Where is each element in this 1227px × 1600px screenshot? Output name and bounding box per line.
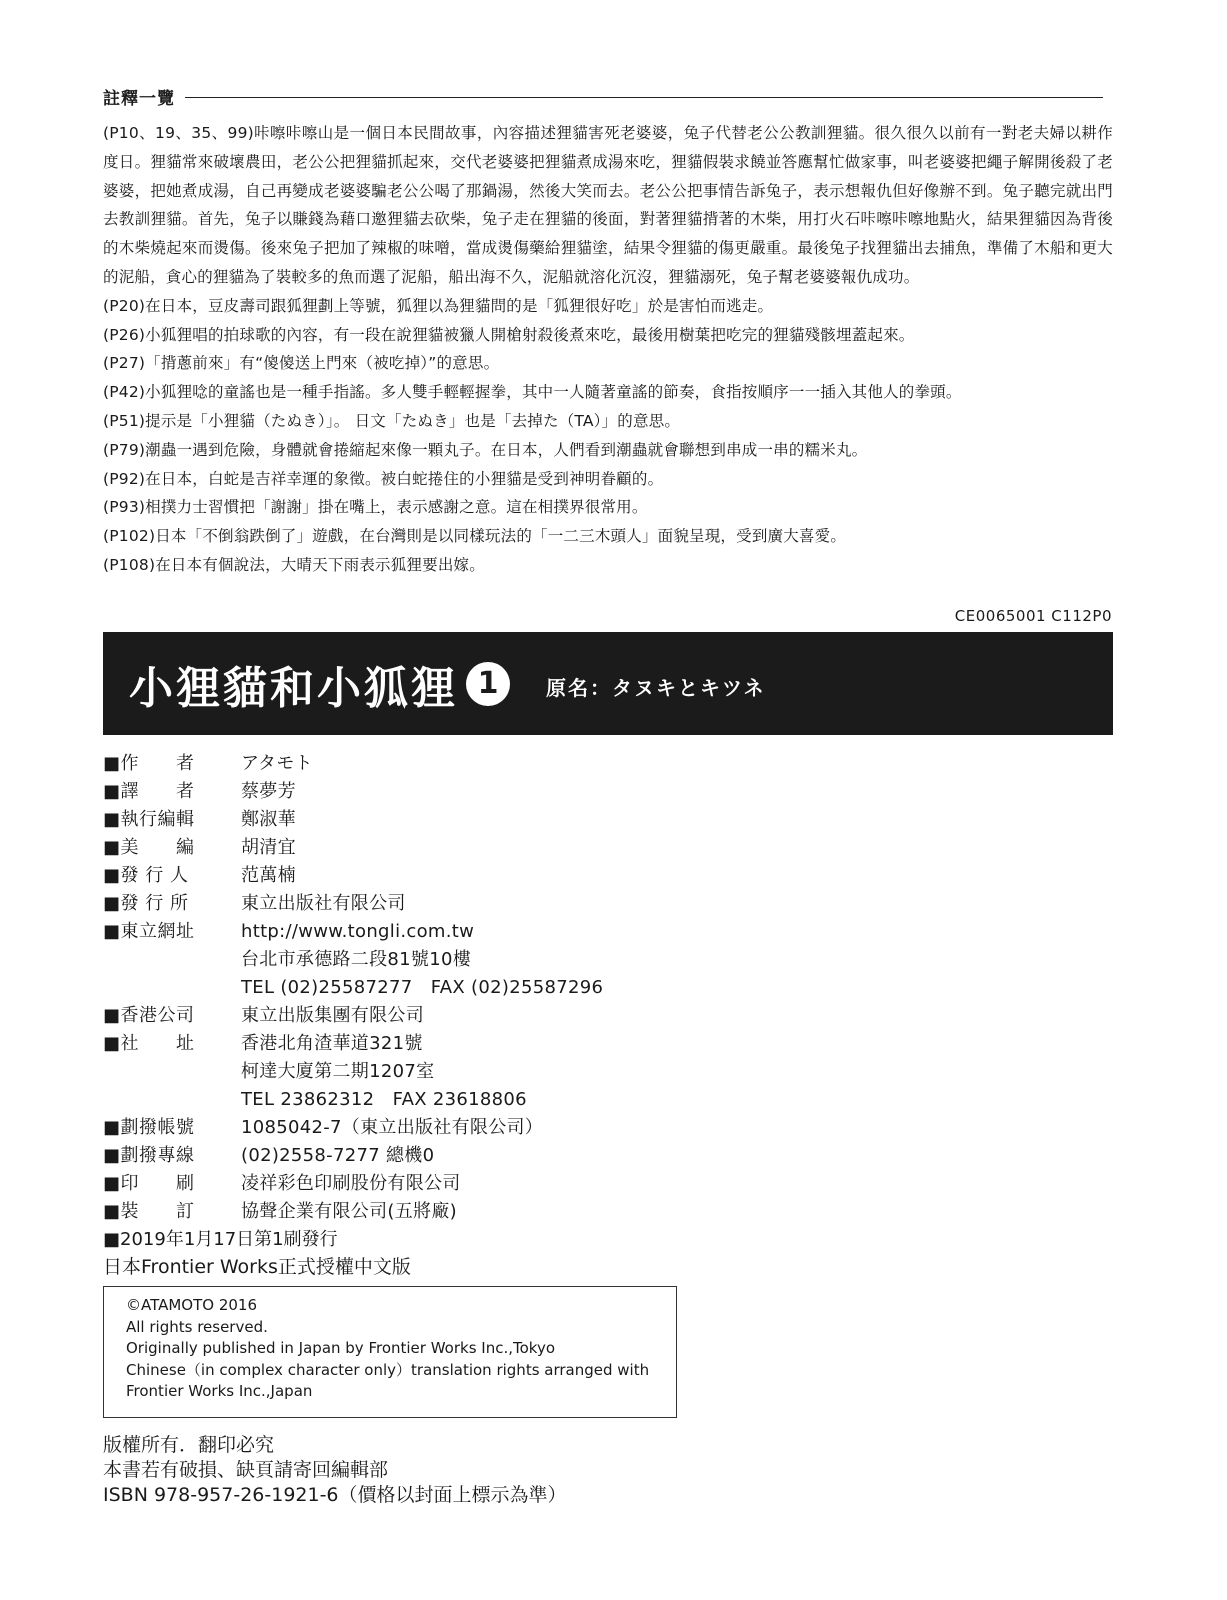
credit-value-group xyxy=(241,918,603,1002)
credit-row xyxy=(103,1142,803,1170)
copyright-line: Chinese（in complex character only）translation rights arranged with xyxy=(126,1360,650,1379)
credit-label: ■作 者 xyxy=(103,753,195,774)
credit-row xyxy=(103,918,803,1002)
credit-value-group xyxy=(241,750,313,778)
credit-value: (02)2558-7277 總機0 xyxy=(241,1145,435,1166)
credit-value: 香港北角渣華道321號 xyxy=(241,1033,423,1054)
credit-value-group xyxy=(241,890,406,918)
release-date: ■2019年1月17日第1刷發行 xyxy=(103,1229,338,1250)
credit-row xyxy=(103,1170,803,1198)
note-item: (P93)相撲力士習慣把「謝謝」掛在嘴上，表示感謝之意。這在相撲界很常用。 xyxy=(103,498,648,517)
credit-value: 胡清宜 xyxy=(241,837,296,858)
credit-value: 東立出版社有限公司 xyxy=(241,893,406,914)
credit-value: 1085042-7（東立出版社有限公司） xyxy=(241,1117,544,1138)
credit-value: 蔡夢芳 xyxy=(241,781,296,802)
credit-row xyxy=(103,750,803,778)
note-item: (P102)日本「不倒翁跌倒了」遊戲，在台灣則是以同樣玩法的「一二三木頭人」面貌呈現，受到廣大喜愛。 xyxy=(103,527,847,546)
credit-label: ■劃撥專線 xyxy=(103,1145,195,1166)
credit-value: 凌祥彩色印刷股份有限公司 xyxy=(241,1173,461,1194)
copyright-line: All rights reserved. xyxy=(126,1317,268,1336)
copyright-line: Frontier Works Inc.,Japan xyxy=(126,1382,313,1400)
note-item: (P20)在日本，豆皮壽司跟狐狸劃上等號，狐狸以為狸貓問的是「狐狸很好吃」於是害怕而逃走。 xyxy=(103,296,774,315)
credit-label: ■香港公司 xyxy=(103,1005,195,1026)
credit-value: 東立出版集團有限公司 xyxy=(241,1005,424,1026)
credit-value-group xyxy=(241,1198,457,1226)
credit-label: ■社 址 xyxy=(103,1033,195,1054)
rights-block xyxy=(103,1433,567,1508)
credit-value: 柯達大廈第二期1207室 xyxy=(241,1061,435,1082)
credit-row xyxy=(103,1114,803,1142)
credit-value-group xyxy=(241,1030,527,1114)
notes-list xyxy=(103,119,1113,580)
credit-label: ■發 行 人 xyxy=(103,865,189,886)
credit-value-group xyxy=(241,778,296,806)
book-title: 小狸貓和小狐狸 xyxy=(129,662,458,714)
credit-value-group xyxy=(241,1114,543,1142)
credit-value-group xyxy=(241,834,296,862)
credit-row xyxy=(103,834,803,862)
note-main: (P10、19、35、99)咔嚓咔嚓山是一個日本民間故事，內容描述狸貓害死老婆婆，兔子代替老公公教訓狸貓。很久很久以前有一對老夫婦以耕作度日。狸貓常來破壞農田，老公公把狸貓抓起來，交代老婆婆把狸貓煮成湯來吃，狸貓假裝求饒並答應幫忙做家事，叫老婆婆把繩子解開後殺了老婆婆，把她煮成湯，自己再變成老婆婆騙老公公喝了那鍋湯，然後大笑而去。老公公把事情告訴兔子，表示想報仇但好像辦不到。兔子聽完就出門去教訓狸貓。首先，兔子以賺錢為藉口邀狸貓去砍柴，兔子走在狸貓的後面，對著狸貓揹著的木柴，用打火石咔嚓咔嚓地點火，結果狸貓因為背後的木柴燒起來而燙傷。後來兔子把加了辣椒的味噌，當成燙傷藥給狸貓塗，結果令狸貓的傷更嚴重。最後兔子找狸貓出去捕魚，準備了木船和更大的泥船，貪心的狸貓為了裝較多的魚而選了泥船，船出海不久，泥船就溶化沉沒，狸貓溺死，兔子幫老婆婆報仇成功。 xyxy=(103,124,1113,286)
credit-label: ■發 行 所 xyxy=(103,893,189,914)
copyright-line: Originally published in Japan by Frontier Works Inc.,Tokyo xyxy=(126,1339,555,1357)
credit-value-group xyxy=(241,806,296,834)
credit-value: アタモト xyxy=(241,753,313,774)
damage-notice: 本書若有破損、缺頁請寄回編輯部 xyxy=(103,1459,389,1481)
credit-value-group xyxy=(241,1142,434,1170)
notes-header xyxy=(103,84,1103,108)
volume-number: 1 xyxy=(466,662,510,706)
credit-value: 協聲企業有限公司(五將廠) xyxy=(241,1201,457,1222)
note-item: (P42)小狐狸唸的童謠也是一種手指謠。多人雙手輕輕握拳，其中一人隨著童謠的節奏，食指按順序一一插入其他人的拳頭。 xyxy=(103,383,962,402)
credit-label: ■劃撥帳號 xyxy=(103,1117,195,1138)
note-item: (P79)潮蟲一遇到危險，身體就會捲縮起來像一顆丸子。在日本，人們看到潮蟲就會聯想到串成一串的糯米丸。 xyxy=(103,440,868,459)
credit-value: TEL 23862312 FAX 23618806 xyxy=(241,1089,527,1110)
credit-value: TEL (02)25587277 FAX (02)25587296 xyxy=(241,977,604,998)
note-item: (P27)「揹蔥前來」有“傻傻送上門來（被吃掉）”的意思。 xyxy=(103,354,500,373)
credit-label: ■東立網址 xyxy=(103,921,195,942)
note-item: (P51)提示是「小狸貓（たぬき）」。 日文「たぬき」也是「去掉た（TA）」的意思。 xyxy=(103,411,681,430)
credit-row xyxy=(103,890,803,918)
credit-row xyxy=(103,1002,803,1030)
credit-value-group xyxy=(241,1170,461,1198)
credit-value: 台北市承德路二段81號10樓 xyxy=(241,949,472,970)
credit-label: ■執行編輯 xyxy=(103,809,195,830)
credit-value-group xyxy=(241,1002,424,1030)
credit-label: ■美 編 xyxy=(103,837,195,858)
credit-row xyxy=(103,862,803,890)
note-item: (P26)小狐狸唱的拍球歌的內容，有一段在說狸貓被獵人開槍射殺後煮來吃，最後用樹葉把吃完的狸貓殘骸埋蓋起來。 xyxy=(103,325,915,344)
credit-label: ■印 刷 xyxy=(103,1173,195,1194)
credit-row xyxy=(103,1198,803,1226)
notes-title: 註釋一覽 xyxy=(103,88,175,109)
credit-value: 鄭淑華 xyxy=(241,809,296,830)
credit-value-group xyxy=(241,862,296,890)
credit-row xyxy=(103,778,803,806)
credit-label: ■譯 者 xyxy=(103,781,195,802)
isbn: ISBN 978-957-26-1921-6（價格以封面上標示為準） xyxy=(103,1484,567,1506)
book-title-wrap xyxy=(129,652,510,716)
credits-list xyxy=(103,750,803,1254)
credit-value: http://www.tongli.com.tw xyxy=(241,921,475,942)
credit-value: 范萬楠 xyxy=(241,865,296,886)
license-note: 日本Frontier Works正式授權中文版 xyxy=(103,1256,411,1278)
credit-row xyxy=(103,806,803,834)
product-code: CE0065001 C112P0 xyxy=(954,607,1112,625)
copyright-line: ©ATAMOTO 2016 xyxy=(126,1296,258,1314)
copyright-box xyxy=(103,1286,677,1418)
note-item: (P92)在日本，白蛇是吉祥幸運的象徵。被白蛇捲住的小狸貓是受到神明眷顧的。 xyxy=(103,469,664,488)
notes-divider xyxy=(185,97,1103,98)
note-item: (P108)在日本有個說法，大晴天下雨表示狐狸要出嫁。 xyxy=(103,555,485,574)
credit-row xyxy=(103,1030,803,1114)
rights-reserved: 版權所有．翻印必究 xyxy=(103,1434,275,1456)
title-banner xyxy=(103,632,1113,735)
original-title: 原名：タヌキとキツネ xyxy=(546,676,766,700)
credit-label: ■裝 訂 xyxy=(103,1201,195,1222)
